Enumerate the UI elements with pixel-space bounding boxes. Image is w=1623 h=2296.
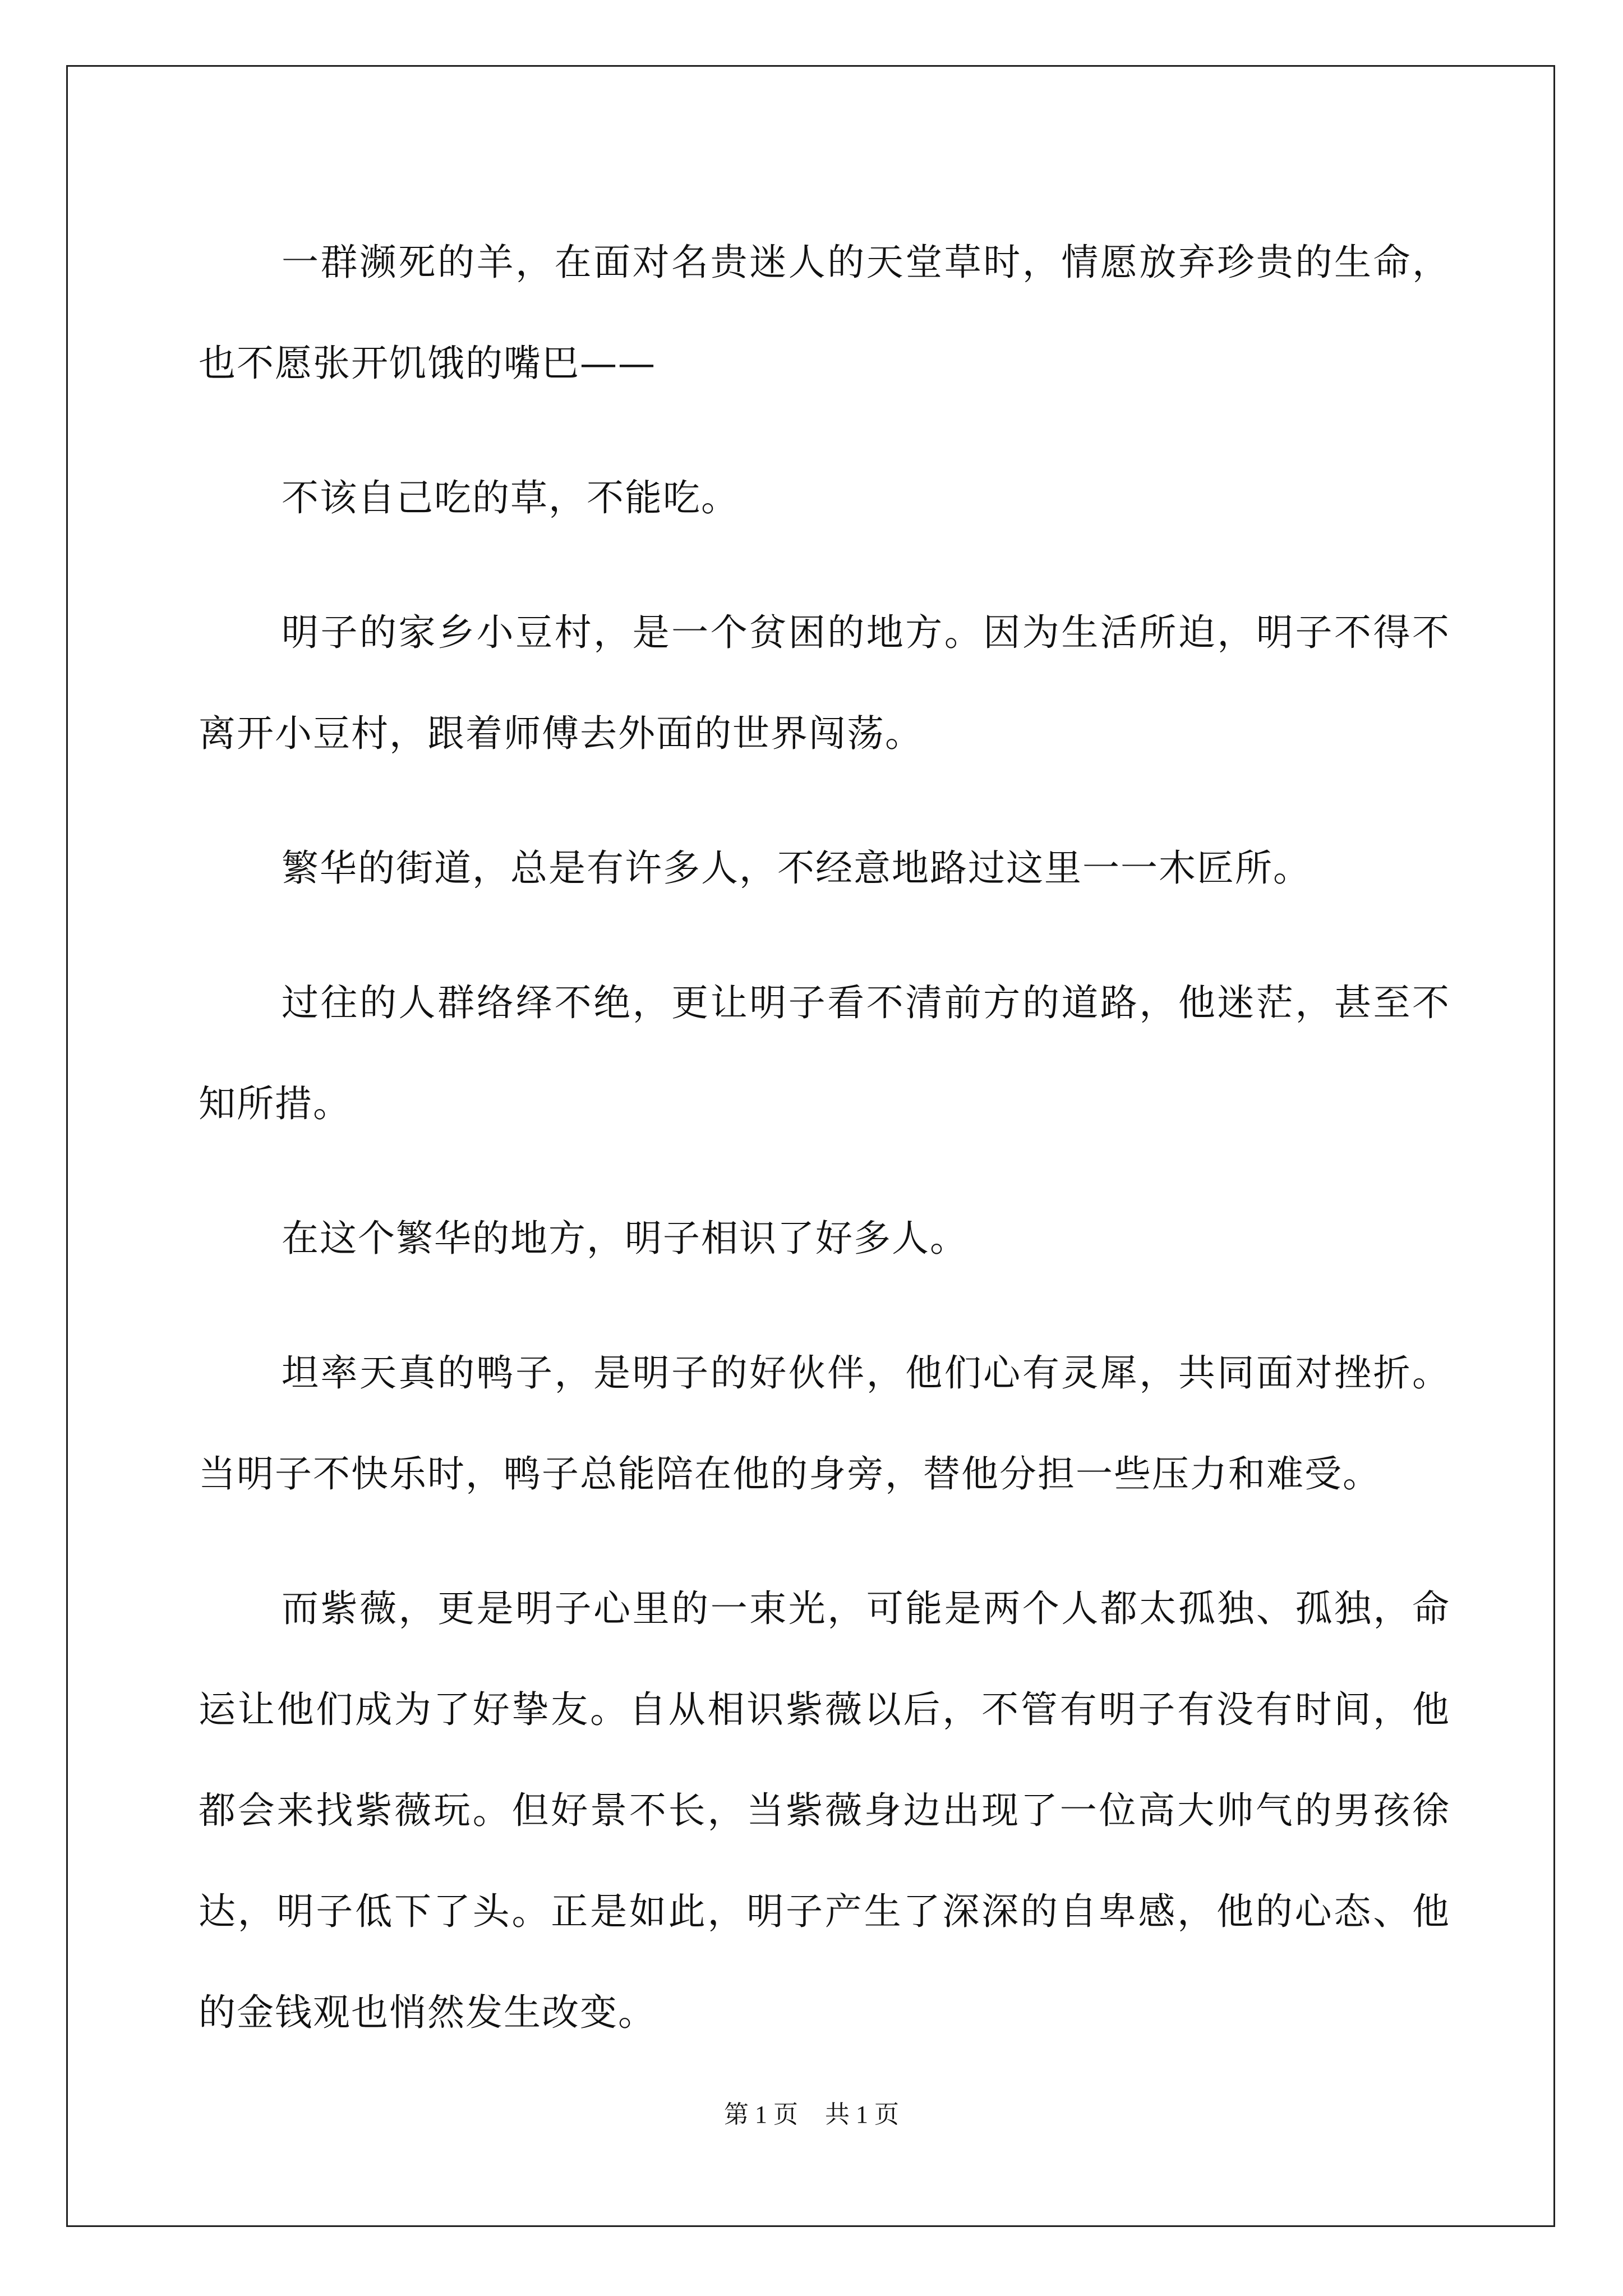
paragraph-2: 不该自己吃的草，不能吃。 [282, 476, 739, 519]
page-number: 第 1 页 [724, 2101, 798, 2128]
paragraph-7: 坦率天真的鸭子，是明子的好伙伴，他们心有灵犀，共同面对挫折。当明子不快乐时，鸭子总能陪在他的身旁，替他分担一些压力和难受。 [199, 1351, 1450, 1496]
paragraph-6: 在这个繁华的地方，明子相识了好多人。 [282, 1217, 968, 1260]
page-total: 共 1 页 [825, 2101, 899, 2128]
paragraph-8: 而紫薇，更是明子心里的一束光，可能是两个人都太孤独、孤独，命运让他们成为了好挚友。自从相识紫薇以后，不管有明子有没有时间，他都会来找紫薇玩。但好景不长，当紫薇身边出现了一位高大帅气的男孩徐达，明子低下了头。正是如此，明子产生了深深的自卑感，他的心态、他的金钱观也悄然发生改变。 [199, 1587, 1450, 2034]
paragraph-5: 过往的人群络绎不绝，更让明子看不清前方的道路，他迷茫，甚至不知所措。 [199, 981, 1450, 1125]
paragraph-1: 一群濒死的羊，在面对名贵迷人的天堂草时，情愿放弃珍贵的生命，也不愿张开饥饿的嘴巴—— [199, 241, 1450, 385]
paragraph-4: 繁华的街道，总是有许多人，不经意地路过这里一一木匠所。 [282, 846, 1311, 890]
paragraph-3: 明子的家乡小豆村，是一个贫困的地方。因为生活所迫，明子不得不离开小豆村，跟着师傅去外面的世界闯荡。 [199, 611, 1450, 755]
document-body [199, 212, 1450, 2097]
page-footer [0, 2098, 1623, 2132]
